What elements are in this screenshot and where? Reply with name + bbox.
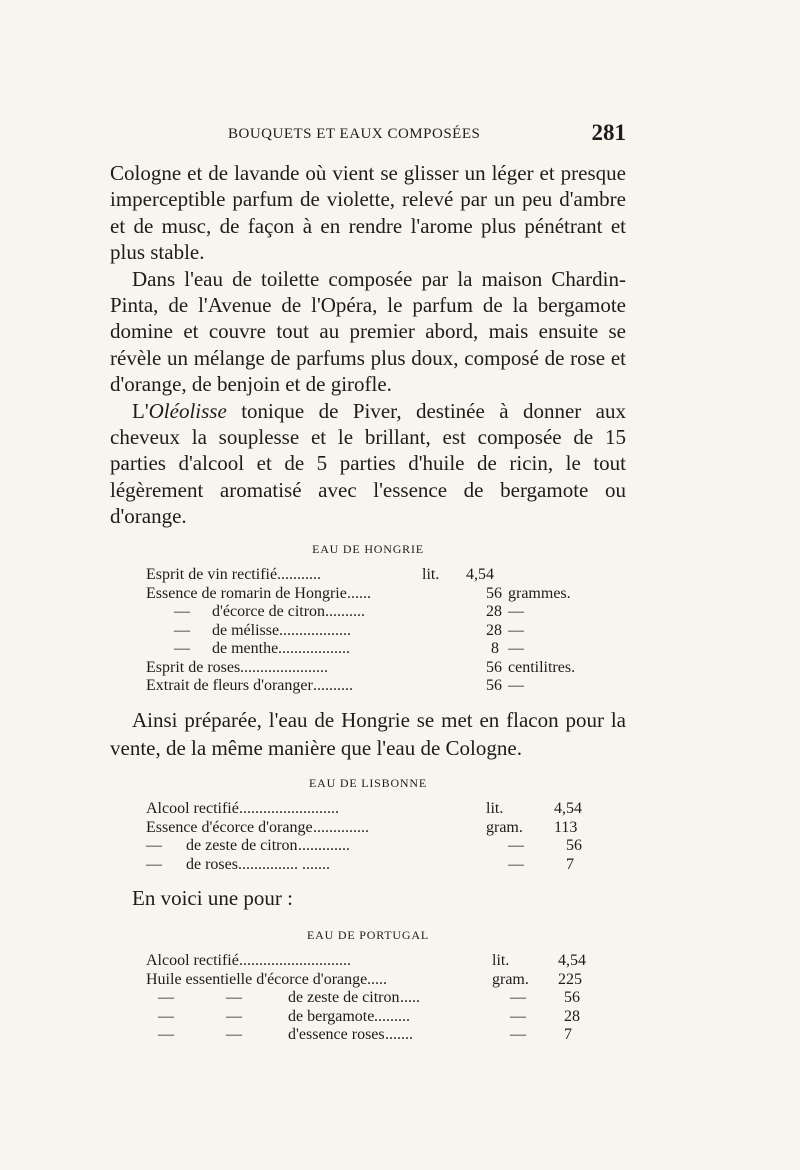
quantity: 28 (564, 1007, 580, 1025)
recipe-row (146, 819, 606, 838)
quantity: 28 (486, 621, 502, 639)
quantity: 28 (486, 603, 502, 620)
after-hongrie-text (110, 706, 626, 762)
ingredient-name: de menthe (212, 640, 279, 657)
row-dash: — (226, 989, 242, 1006)
unit-label: lit. (492, 952, 510, 969)
row-dash: — (158, 1007, 174, 1025)
leader-dots: .......... (325, 603, 365, 620)
body-text (110, 160, 626, 530)
recipe-row (146, 603, 606, 622)
ingredient-name: Huile essentielle d'écorce d'orange (146, 970, 368, 988)
unit-label: lit. (486, 800, 504, 817)
ingredient-name: d'écorce de citron (212, 603, 326, 620)
leader-dots: ............................ (239, 952, 351, 969)
recipe-title-portugal: EAU DE PORTUGAL (307, 928, 429, 942)
ingredient-name: Essence d'écorce d'orange (146, 818, 313, 836)
unit-label: — (508, 677, 524, 694)
quantity: 56 (486, 584, 502, 602)
paragraph: Cologne et de lavande où vient se glisser un léger et presque imperceptible parfum de violette, relevé par un peu d'ambre et de musc, de façon à en rendre l'arome plus pénétrant et plus stable. (110, 161, 626, 265)
oleolisse-rest: tonique de Piver, destinée à donner aux cheveux la souplesse et le brillant, est composée de 15 parties d'alcool et de 5 parties d'huile de ricin, le tout légèrement aromatisé avec l'essence de bergamote ou d'orange. (110, 398, 626, 529)
recipe-row (146, 1026, 606, 1045)
running-head (110, 120, 626, 150)
paragraph-oleolisse (110, 398, 626, 530)
quantity: 4,54 (558, 952, 586, 969)
ingredient-name: de zeste de citron (288, 989, 400, 1006)
ingredient-name: de roses (186, 855, 238, 873)
unit-label: — (508, 603, 524, 620)
unit-label: centilitres. (508, 658, 576, 676)
oleolisse-italic: Oléolisse (148, 398, 227, 423)
unit-label: grammes. (508, 584, 571, 602)
ingredient-name: Esprit de vin rectifié (146, 566, 278, 583)
recipe-row (146, 989, 606, 1008)
paragraph: En voici une pour : (132, 886, 293, 910)
quantity: 56 (564, 989, 580, 1006)
recipe-row (146, 585, 606, 604)
recipe-row (146, 640, 606, 659)
running-head-title: BOUQUETS ET EAUX COMPOSÉES (228, 126, 481, 142)
quantity: 56 (486, 658, 502, 676)
leader-dots: ...................... (240, 658, 328, 676)
unit-label: gram. (486, 818, 523, 836)
ingredient-name: Esprit de roses (146, 658, 241, 676)
recipe-title-hongrie: EAU DE HONGRIE (312, 542, 424, 556)
leader-dots: ......................... (239, 800, 339, 817)
leader-dots: .................. (279, 621, 351, 639)
ingredient-name: Alcool rectifié (146, 952, 239, 969)
leader-dots: ....... (385, 1026, 413, 1043)
leader-dots: ..... (400, 989, 420, 1006)
recipe-row (146, 952, 606, 971)
unit-label: gram. (492, 970, 529, 988)
recipe-row (146, 677, 606, 696)
row-dash: — (226, 1007, 242, 1025)
leader-dots: .......... (313, 677, 353, 694)
recipe-row (146, 971, 606, 990)
quantity: 4,54 (554, 800, 582, 817)
ingredient-name: de bergamote (288, 1007, 375, 1025)
unit-label: — (510, 1007, 526, 1025)
row-dash: — (158, 1026, 174, 1043)
row-dash: — (174, 621, 190, 639)
recipe-lisbonne (146, 800, 606, 874)
unit-label: — (508, 855, 524, 873)
ingredient-name: de mélisse (212, 621, 280, 639)
recipe-row (146, 1008, 606, 1027)
recipe-portugal (146, 952, 606, 1045)
unit-label: — (508, 837, 524, 854)
quantity: 7 (566, 855, 574, 873)
row-dash: — (146, 855, 162, 873)
leader-dots: ......... (374, 1007, 410, 1025)
quantity: 56 (566, 837, 582, 854)
recipe-row (146, 856, 606, 875)
ingredient-name: de zeste de citron (186, 837, 298, 854)
ingredient-name: Alcool rectifié (146, 800, 239, 817)
oleolisse-prefix: L' (132, 398, 149, 423)
ingredient-name: Essence de romarin de Hongrie (146, 584, 347, 602)
voici-text (110, 884, 626, 912)
leader-dots: ..... (367, 970, 387, 988)
leader-dots: ............... ....... (238, 855, 330, 873)
leader-dots: ...... (347, 584, 371, 602)
unit-label: — (510, 989, 526, 1006)
leader-dots: ........... (277, 566, 321, 583)
unit-label: lit. (422, 566, 440, 583)
recipe-row (146, 659, 606, 678)
row-dash: — (226, 1026, 242, 1043)
recipe-row (146, 837, 606, 856)
row-dash: — (174, 640, 190, 657)
unit-label: — (508, 640, 524, 657)
paragraph: Dans l'eau de toilette composée par la maison Chardin-Pinta, de l'Avenue de l'Opéra, le parfum de la bergamote domine et couvre tout au premier abord, mais ensuite se révèle un mélange de parfums plus doux, composé de rose et d'orange, de benjoin et de girofle. (110, 266, 626, 397)
leader-dots: ............. (298, 837, 350, 854)
recipe-hongrie (146, 566, 606, 696)
row-dash: — (174, 603, 190, 620)
paragraph: Ainsi préparée, l'eau de Hongrie se met en flacon pour la vente, de la même manière que l'eau de Cologne. (110, 708, 626, 760)
ingredient-name: Extrait de fleurs d'oranger (146, 677, 313, 694)
page-number: 281 (591, 120, 626, 145)
row-dash: — (146, 837, 162, 854)
quantity: 4,54 (466, 566, 494, 583)
quantity: 225 (558, 970, 582, 988)
ingredient-name: d'essence roses (288, 1026, 385, 1043)
recipe-row (146, 566, 606, 585)
row-dash: — (158, 989, 174, 1006)
quantity: 113 (554, 818, 578, 836)
recipe-row (146, 622, 606, 641)
recipe-title-lisbonne: EAU DE LISBONNE (309, 776, 427, 790)
leader-dots: .............. (313, 818, 369, 836)
unit-label: — (508, 621, 524, 639)
quantity: 7 (564, 1026, 572, 1043)
leader-dots: .................. (278, 640, 350, 657)
quantity: 8 (491, 640, 499, 657)
recipe-row (146, 800, 606, 819)
unit-label: — (510, 1026, 526, 1043)
quantity: 56 (486, 677, 502, 694)
